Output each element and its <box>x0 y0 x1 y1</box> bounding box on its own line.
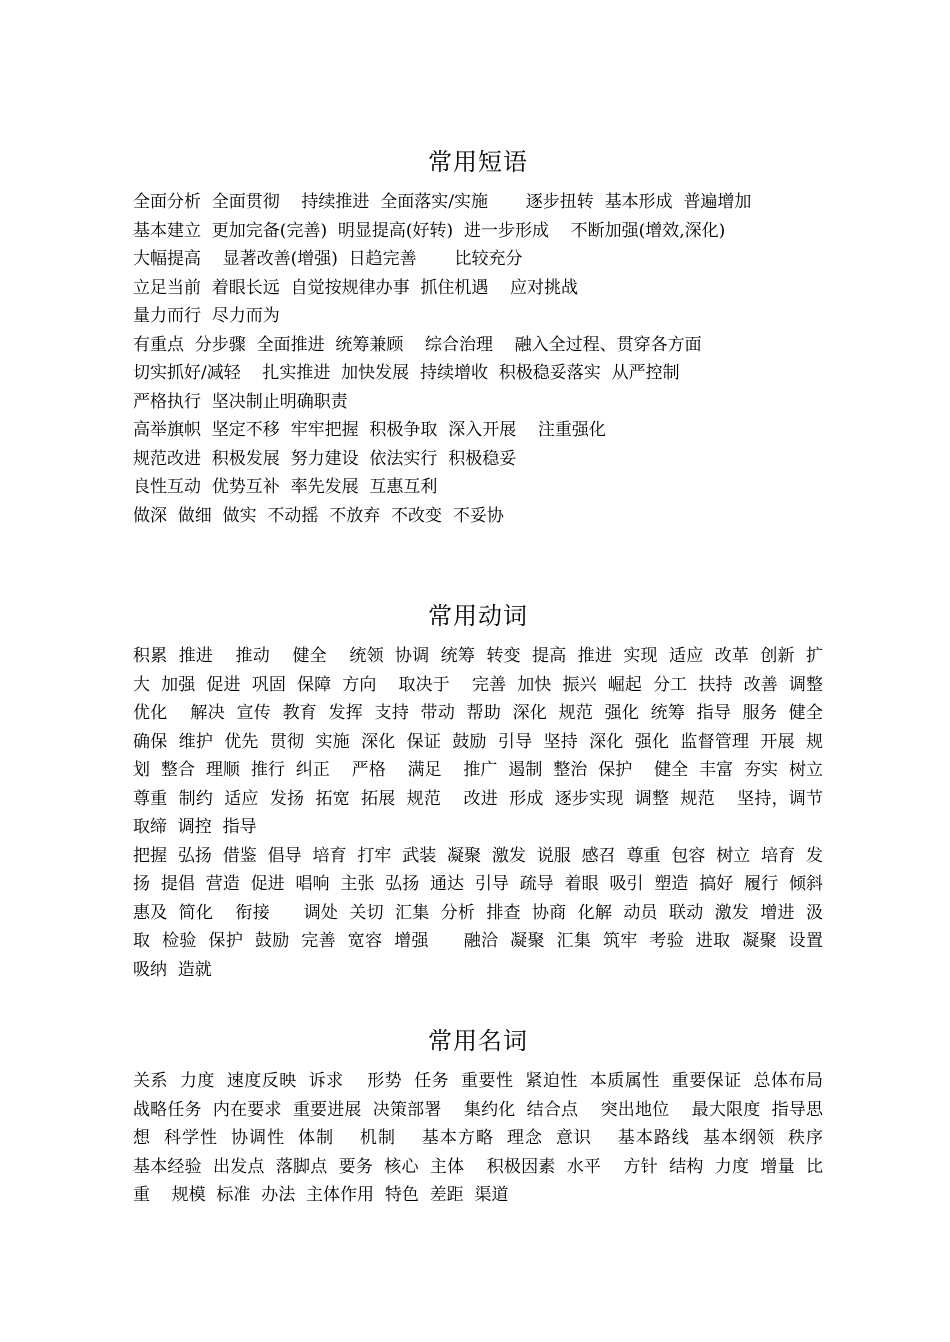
phrase-line: 全面分析 全面贯彻 持续推进 全面落实/实施 逐步扭转 基本形成 普遍增加 <box>133 192 752 212</box>
section-title-verbs: 常用动词 <box>428 602 528 630</box>
noun-paragraph: 关系 力度 速度反映 诉求 形势 任务 重要性 紧迫性 本质属性 重要保证 总体布局 战略任务 内在要求 重要进展 决策部署 集约化 结合点 突出地位 最大限度 指导思想 科学性 协调性 体制 机制 基本方略 理念 意识 基本路线 基本纲领 秩序 基本经验 出发点 落脚点 要务 核心 主体 积极因素 水平 方针 结构 力度 增量 比重 规模 标准 办法 主体作用 特色 差距 渠道 <box>133 1071 878 1205</box>
phrase-line: 良性互动 优势互补 率先发展 互惠互利 <box>133 477 438 497</box>
section-common-verbs <box>133 600 834 984</box>
phrase-line: 立足当前 着眼长远 自觉按规律办事 抓住机遇 应对挑战 <box>133 277 579 298</box>
phrase-line: 严格执行 坚决制止明确职责 <box>133 391 348 412</box>
verb-paragraph: 积累 推进 推动 健全 统领 协调 统筹 转变 提高 推进 实现 适应 改革 创新 扩大 加强 促进 巩固 保障 方向 取决于 完善 加快 振兴 崛起 分工 扶持 改善 调整 优化 解决 宣传 教育 发挥 支持 带动 帮助 深化 规范 强化 统筹 指导 服务 健全 确保 维护 优先 贯彻 实施 深化 保证 鼓励 引导 坚持 深化 强化 监督管理 开展 规划 整合 理顺 推行 纠正 严格 满足 推广 遏制 整治 保护 健全 丰富 夯实 树立 尊重 制约 适应 发扬 拓宽 拓展 规范 改进 形成 逐步实现 调整 规范 坚持，调节 取缔 调控 指导 <box>133 646 834 837</box>
phrase-line: 规范改进 积极发展 努力建设 依法实行 积极稳妥 <box>133 448 517 469</box>
phrase-line: 量力而行 尽力而为 <box>133 306 280 326</box>
section-title-phrases: 常用短语 <box>428 148 528 176</box>
phrase-line: 做深 做细 做实 不动摇 不放弃 不改变 不妥协 <box>133 505 504 526</box>
section-title-nouns: 常用名词 <box>428 1027 528 1055</box>
phrase-line: 有重点 分步骤 全面推进 统筹兼顾 综合治理 融入全过程、贯穿各方面 <box>133 334 702 355</box>
phrase-line: 高举旗帜 坚定不移 牢牢把握 积极争取 深入开展 注重强化 <box>133 420 606 440</box>
phrase-line: 大幅提高 显著改善(增强) 日趋完善 比较充分 <box>133 249 523 269</box>
phrase-line: 切实抓好/减轻 扎实推进 加快发展 持续增收 积极稳妥落实 从严控制 <box>133 363 680 383</box>
section-common-nouns <box>133 1025 878 1210</box>
verb-paragraph: 把握 弘扬 借鉴 倡导 培育 打牢 武装 凝聚 激发 说服 感召 尊重 包容 树立 培育 发扬 提倡 营造 促进 唱响 主张 弘扬 通达 引导 疏导 着眼 吸引 塑造 搞好 履行 倾斜 惠及 简化 衔接 调处 关切 汇集 分析 排查 协商 化解 动员 联动 激发 增进 汲取 检验 保护 鼓励 完善 宽容 增强 融洽 凝聚 汇集 筑牢 考验 进取 凝聚 设置 吸纳 造就 <box>133 845 834 980</box>
section-common-phrases <box>133 146 823 530</box>
phrase-line: 基本建立 更加完备(完善) 明显提高(好转) 进一步形成 不断加强(增效,深化) <box>133 220 726 241</box>
